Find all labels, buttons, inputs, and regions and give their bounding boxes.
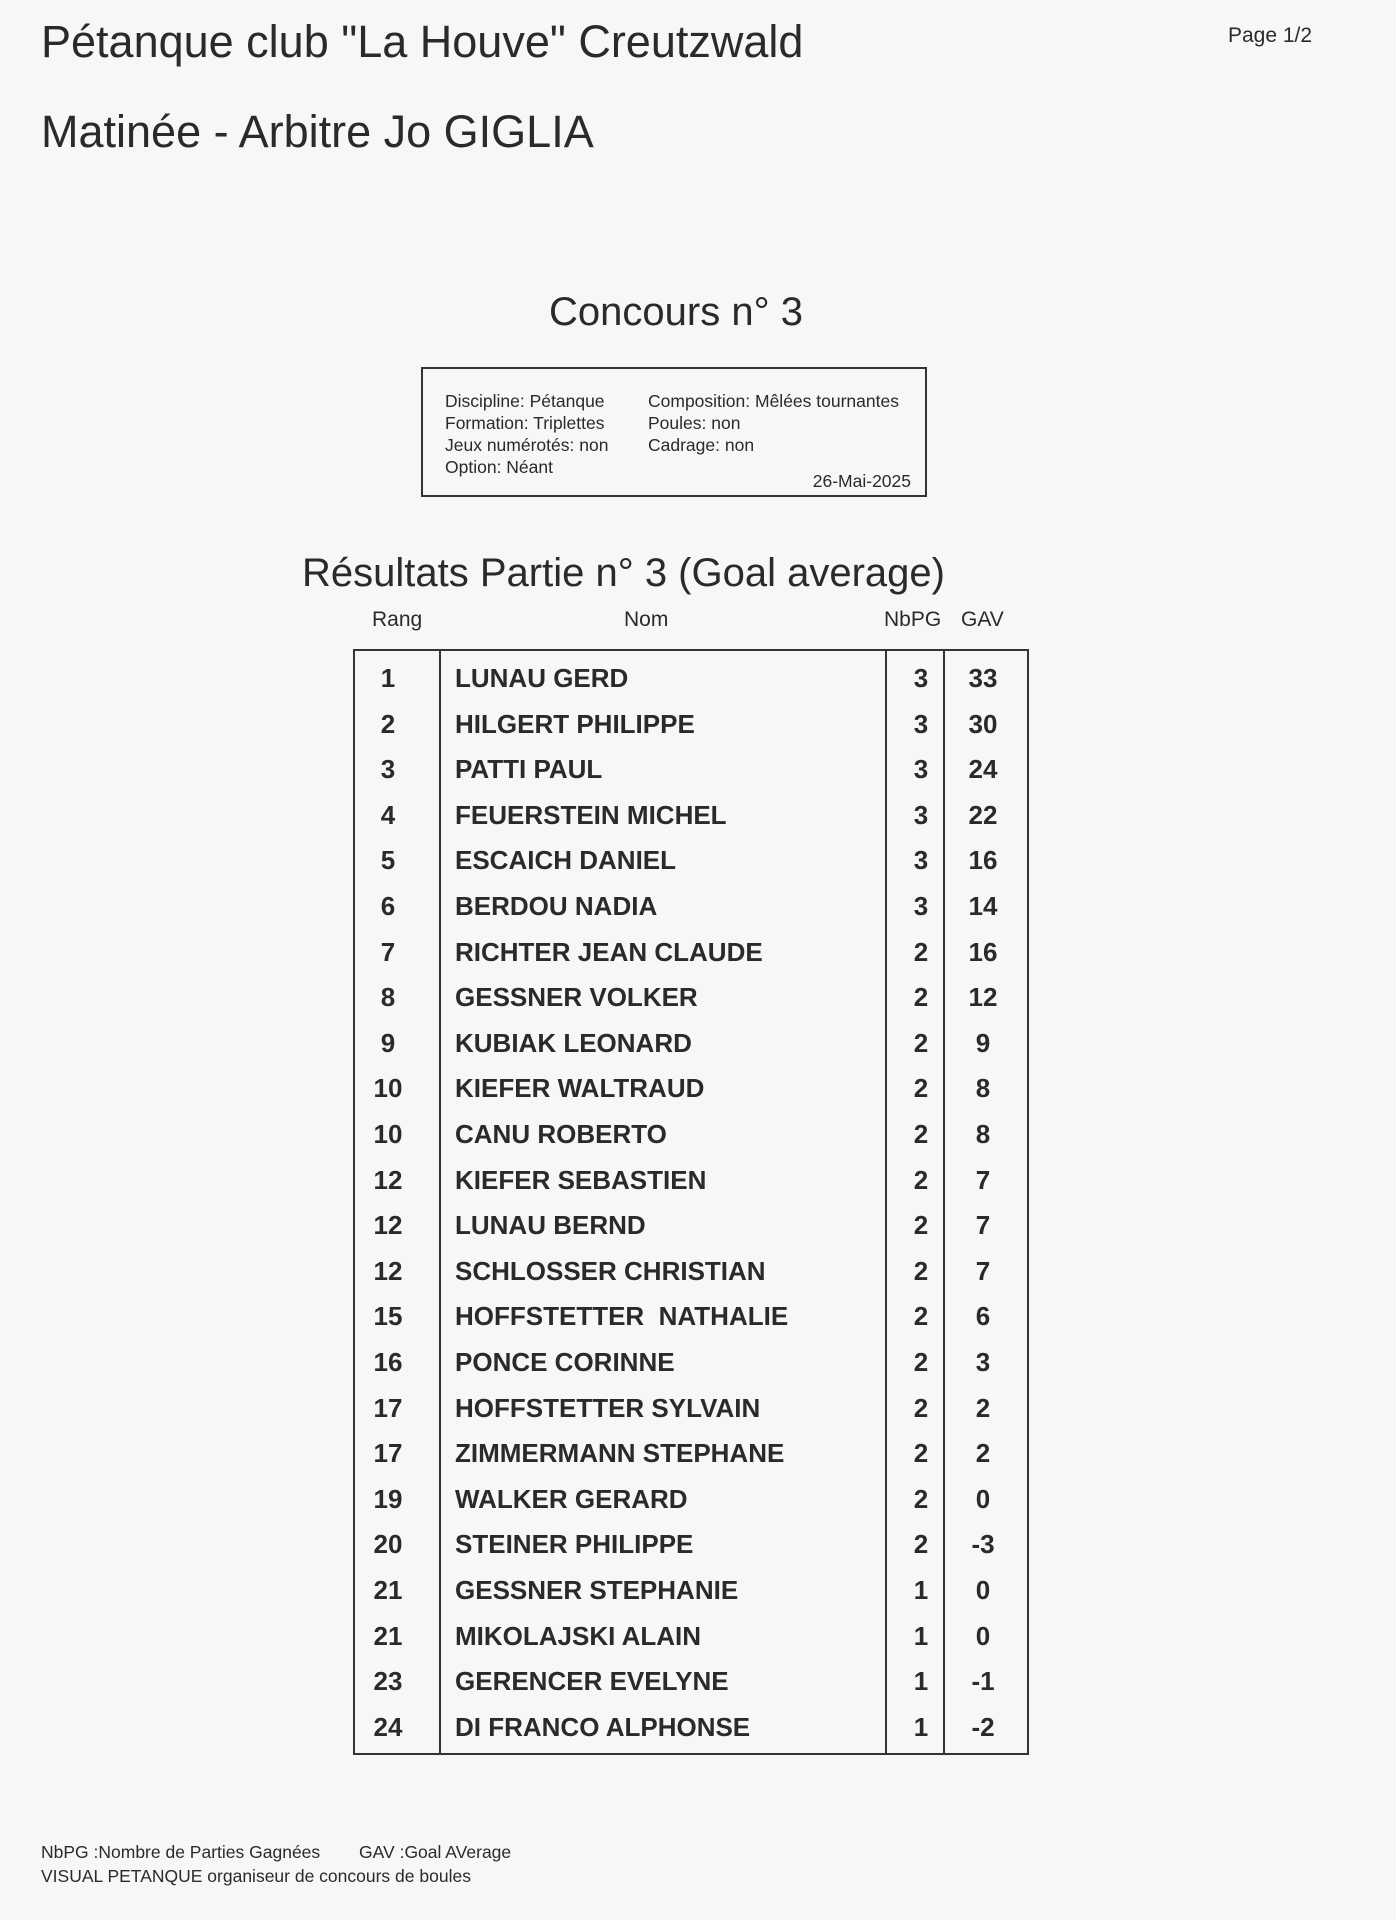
cell-nom: SCHLOSSER CHRISTIAN (455, 1255, 766, 1286)
info-option: Option: Néant (445, 457, 553, 477)
table-row (355, 1613, 1027, 1659)
cell-nom: GERENCER EVELYNE (455, 1666, 729, 1697)
cell-rang: 10 (373, 1119, 403, 1149)
cell-gav: 30 (968, 708, 998, 739)
cell-nom: RICHTER JEAN CLAUDE (455, 936, 763, 967)
info-cadrage: Cadrage: non (648, 435, 755, 455)
cell-nbpg: 2 (913, 1210, 929, 1241)
table-row (355, 1293, 1027, 1339)
results-table (353, 649, 1029, 1755)
results-rows (355, 651, 1027, 1753)
cell-rang: 12 (373, 1164, 403, 1195)
table-row (355, 1430, 1027, 1476)
table-row (355, 1658, 1027, 1704)
table-row (355, 746, 1027, 792)
cell-nbpg: 2 (913, 1119, 929, 1149)
cell-rang: 12 (373, 1210, 403, 1241)
cell-gav: 12 (968, 982, 998, 1013)
cell-gav: 6 (975, 1301, 991, 1332)
cell-gav: -1 (971, 1666, 995, 1697)
table-row (355, 837, 1027, 883)
cell-nbpg: 3 (913, 708, 929, 739)
cell-nom: HOFFSTETTER SYLVAIN (455, 1392, 761, 1423)
table-row (355, 1020, 1027, 1066)
cell-nom: CANU ROBERTO (455, 1119, 667, 1149)
cell-rang: 8 (380, 982, 396, 1013)
info-composition: Composition: Mêlées tournantes (648, 391, 899, 411)
cell-nom: KUBIAK LEONARD (455, 1027, 692, 1058)
cell-nom: DI FRANCO ALPHONSE (455, 1711, 751, 1742)
cell-gav: 14 (968, 891, 998, 921)
table-row (355, 1476, 1027, 1522)
cell-rang: 17 (373, 1392, 403, 1423)
cell-rang: 15 (373, 1301, 403, 1332)
cell-rang: 20 (373, 1529, 403, 1560)
cell-gav: 33 (968, 663, 998, 693)
cell-gav: 2 (975, 1392, 991, 1423)
cell-nbpg: 3 (913, 845, 929, 876)
cell-rang: 10 (373, 1073, 403, 1104)
cell-nbpg: 2 (913, 1438, 929, 1469)
cell-nom: LUNAU BERND (455, 1210, 646, 1241)
cell-rang: 6 (380, 891, 396, 921)
cell-gav: 7 (975, 1255, 991, 1286)
cell-gav: 0 (975, 1483, 991, 1514)
table-row (355, 701, 1027, 747)
cell-nom: GESSNER VOLKER (455, 982, 698, 1013)
cell-nom: FEUERSTEIN MICHEL (455, 799, 727, 830)
cell-nom: BERDOU NADIA (455, 891, 658, 921)
column-header-gav: GAV (961, 608, 1004, 631)
cell-gav: 16 (968, 845, 998, 876)
table-row (355, 929, 1027, 975)
table-row (355, 792, 1027, 838)
cell-nbpg: 2 (913, 1392, 929, 1423)
column-header-nbpg: NbPG (884, 608, 942, 631)
cell-rang: 1 (380, 663, 396, 693)
table-row (355, 1567, 1027, 1613)
cell-rang: 17 (373, 1438, 403, 1469)
cell-nbpg: 2 (913, 1483, 929, 1514)
cell-nom: STEINER PHILIPPE (455, 1529, 694, 1560)
cell-gav: 16 (968, 936, 998, 967)
cell-nbpg: 1 (913, 1620, 929, 1651)
cell-rang: 19 (373, 1483, 403, 1514)
footer-credit: VISUAL PETANQUE organiseur de concours de boules (41, 1866, 471, 1886)
cell-nom: WALKER GERARD (455, 1483, 688, 1514)
cell-rang: 4 (380, 799, 396, 830)
info-left-column (445, 390, 608, 478)
info-poules: Poules: non (648, 413, 741, 433)
cell-nbpg: 2 (913, 1073, 929, 1104)
cell-rang: 24 (373, 1711, 403, 1742)
cell-rang: 7 (380, 936, 396, 967)
cell-nom: HOFFSTETTER NATHALIE (455, 1301, 789, 1332)
cell-nbpg: 1 (913, 1575, 929, 1605)
cell-rang: 12 (373, 1255, 403, 1286)
info-date: 26-Mai-2025 (812, 471, 911, 491)
info-discipline: Discipline: Pétanque (445, 391, 605, 411)
cell-nom: LUNAU GERD (455, 663, 629, 693)
table-row (355, 655, 1027, 701)
cell-gav: 2 (975, 1438, 991, 1469)
cell-nbpg: 1 (913, 1666, 929, 1697)
cell-nom: MIKOLAJSKI ALAIN (455, 1620, 702, 1651)
table-row (355, 1202, 1027, 1248)
cell-nom: KIEFER SEBASTIEN (455, 1164, 707, 1195)
cell-nbpg: 2 (913, 1255, 929, 1286)
cell-gav: 7 (975, 1210, 991, 1241)
table-row (355, 1704, 1027, 1750)
concours-title: Concours n° 3 (549, 290, 803, 334)
table-row (355, 1385, 1027, 1431)
table-row (355, 1339, 1027, 1385)
cell-nom: PONCE CORINNE (455, 1347, 675, 1377)
cell-rang: 16 (373, 1347, 403, 1377)
cell-rang: 2 (380, 708, 396, 739)
cell-gav: 0 (975, 1575, 991, 1605)
info-right-column (648, 390, 899, 456)
cell-gav: 24 (968, 754, 998, 785)
table-row (355, 1521, 1027, 1567)
page-number: Page 1/2 (1228, 24, 1313, 47)
cell-nom: ESCAICH DANIEL (455, 845, 677, 876)
table-row (355, 1248, 1027, 1294)
cell-gav: 8 (975, 1119, 991, 1149)
cell-rang: 5 (380, 845, 396, 876)
cell-rang: 9 (380, 1027, 396, 1058)
cell-gav: 8 (975, 1073, 991, 1104)
cell-gav: 22 (968, 799, 998, 830)
cell-rang: 3 (380, 754, 396, 785)
session-subtitle: Matinée - Arbitre Jo GIGLIA (41, 106, 594, 157)
table-row (355, 1157, 1027, 1203)
cell-nom: GESSNER STEPHANIE (455, 1575, 739, 1605)
cell-nom: KIEFER WALTRAUD (455, 1073, 705, 1104)
cell-gav: 0 (975, 1620, 991, 1651)
cell-rang: 23 (373, 1666, 403, 1697)
cell-gav: 9 (975, 1027, 991, 1058)
table-row (355, 974, 1027, 1020)
tournament-info-box (421, 367, 927, 497)
cell-nbpg: 2 (913, 1027, 929, 1058)
info-formation: Formation: Triplettes (445, 413, 605, 433)
cell-nbpg: 3 (913, 799, 929, 830)
cell-nbpg: 3 (913, 754, 929, 785)
info-jeux: Jeux numérotés: non (445, 435, 609, 455)
cell-rang: 21 (373, 1620, 403, 1651)
footer-legend: NbPG :Nombre de Parties Gagnées GAV :Goal AVerage (41, 1842, 512, 1862)
results-title: Résultats Partie n° 3 (Goal average) (302, 551, 945, 595)
cell-nbpg: 3 (913, 663, 929, 693)
cell-gav: -3 (971, 1529, 995, 1560)
cell-gav: -2 (971, 1711, 995, 1742)
cell-nom: ZIMMERMANN STEPHANE (455, 1438, 785, 1469)
column-header-rang: Rang (372, 608, 423, 631)
cell-nbpg: 1 (913, 1711, 929, 1742)
cell-nbpg: 2 (913, 1301, 929, 1332)
cell-nom: PATTI PAUL (455, 754, 603, 785)
cell-gav: 3 (975, 1347, 991, 1377)
column-header-nom: Nom (624, 608, 669, 631)
cell-nbpg: 2 (913, 936, 929, 967)
cell-nbpg: 3 (913, 891, 929, 921)
club-title: Pétanque club "La Houve" Creutzwald (41, 16, 804, 67)
table-row (355, 1065, 1027, 1111)
cell-nbpg: 2 (913, 1529, 929, 1560)
cell-rang: 21 (373, 1575, 403, 1605)
cell-nbpg: 2 (913, 1164, 929, 1195)
table-row (355, 883, 1027, 929)
cell-nbpg: 2 (913, 1347, 929, 1377)
cell-nom: HILGERT PHILIPPE (455, 708, 695, 739)
cell-gav: 7 (975, 1164, 991, 1195)
table-row (355, 1111, 1027, 1157)
cell-nbpg: 2 (913, 982, 929, 1013)
